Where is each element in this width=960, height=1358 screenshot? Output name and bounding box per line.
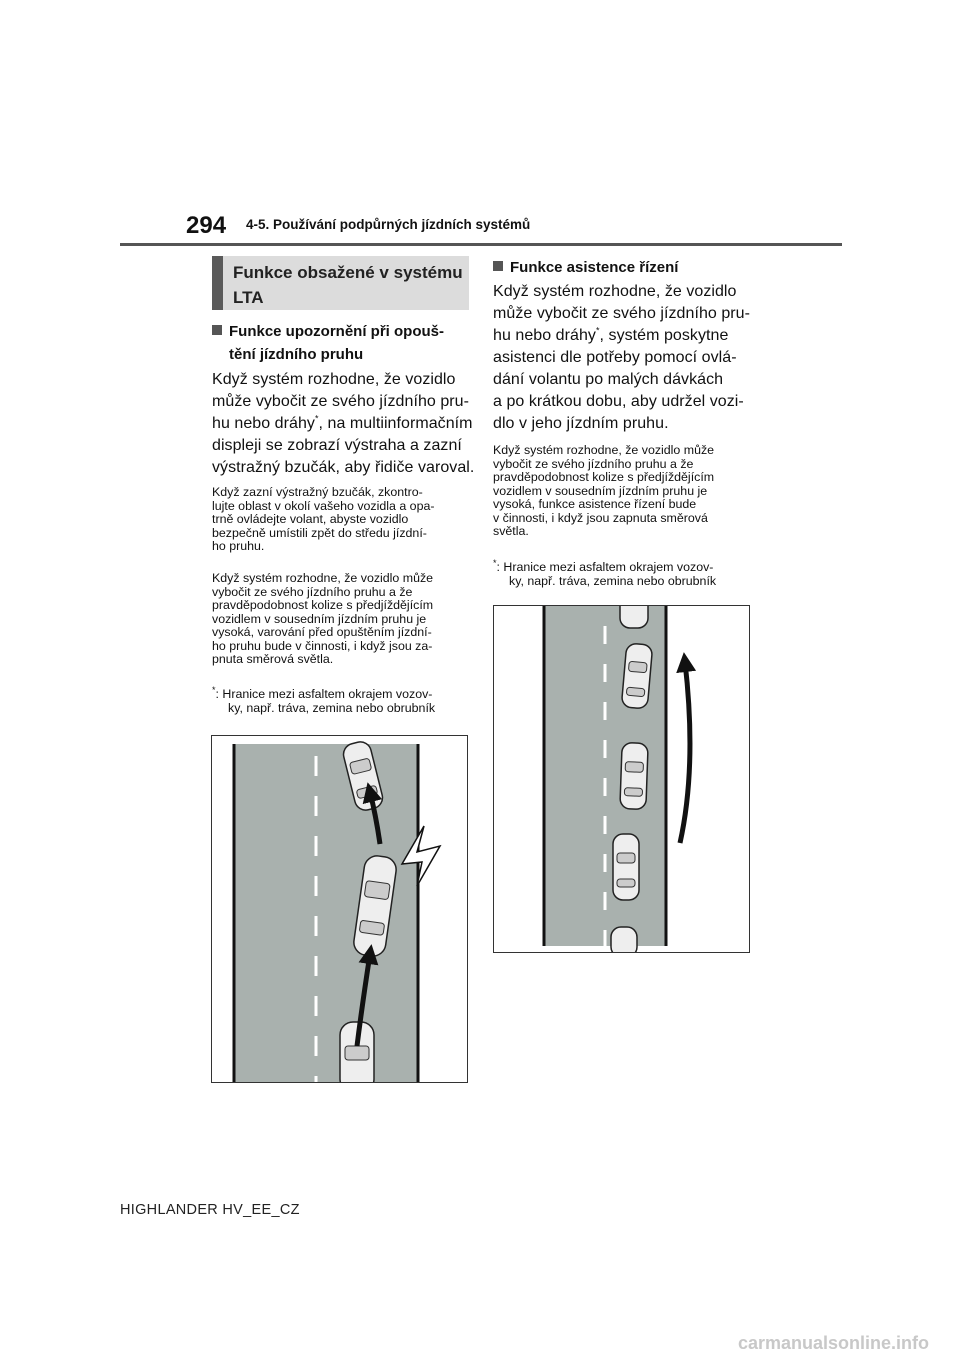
left-subheading <box>212 320 444 366</box>
left-note-line1: : Hranice mezi asfaltem okrajem vozov- <box>215 687 433 701</box>
right-note-line2: ky, např. tráva, zemina nebo obrubník <box>509 573 717 588</box>
asterisk-marker: * <box>212 684 216 695</box>
section-heading <box>212 256 469 310</box>
left-para2-line: bezpečně umístili zpět do středu jízdní- <box>212 525 427 540</box>
right-note-line1: : Hranice mezi asfaltem okrajem vozov- <box>496 560 714 574</box>
right-body-line: dání volantu po malých dávkách <box>493 371 724 388</box>
lane-departure-illustration <box>212 736 467 1082</box>
left-para3-line: vysoká, varování před opuštěním jízdní- <box>212 625 432 639</box>
steering-assist-figure <box>493 605 750 953</box>
watermark: carmanualsonline.info <box>738 1333 930 1353</box>
right-body-line: Když systém rozhodne, že vozidlo <box>493 283 737 300</box>
footer-model: HIGHLANDER HV_EE_CZ <box>120 1202 300 1218</box>
left-note-line2: ky, např. tráva, zemina nebo obrubník <box>228 700 436 715</box>
right-body-line <box>493 325 750 347</box>
right-footnote <box>493 557 717 588</box>
right-body-fragment: hu nebo dráhy <box>493 327 596 344</box>
right-body-line: dlo v jeho jízdním pruhu. <box>493 415 669 432</box>
square-bullet-icon <box>212 325 222 335</box>
left-body-line: výstražný bzučák, aby řidiče varoval. <box>212 459 475 476</box>
left-para2-line: Když zazní výstražný bzučák, zkontro- <box>212 485 423 499</box>
right-para2-line: Když systém rozhodne, že vozidlo může <box>493 443 715 457</box>
right-paragraph-2 <box>493 444 714 539</box>
page-number: 294 <box>186 212 227 239</box>
car-icon <box>613 834 639 900</box>
left-para3-line: vybočit ze svého jízdního pruhu a že <box>212 584 413 599</box>
right-para2-line: vybočit ze svého jízdního pruhu a že <box>493 456 694 471</box>
left-footnote <box>212 684 436 715</box>
left-para3-line: pnuta směrová světla. <box>212 652 334 666</box>
left-paragraph-3 <box>212 572 433 667</box>
left-body-line: displeji se zobrazí výstraha a zazní <box>212 437 462 454</box>
left-para2-line: ho pruhu. <box>212 539 265 553</box>
asterisk-marker: * <box>493 557 497 568</box>
left-para3-line: Když systém rozhodne, že vozidlo může <box>212 571 434 585</box>
asterisk-marker: * <box>314 413 319 424</box>
square-bullet-icon <box>493 261 503 271</box>
asterisk-marker: * <box>595 325 600 336</box>
steering-assist-illustration <box>494 606 749 952</box>
section-heading-line2: LTA <box>233 288 264 307</box>
header-rule <box>120 243 842 246</box>
car-icon <box>621 643 652 709</box>
left-body-line: Když systém rozhodne, že vozidlo <box>212 371 456 388</box>
right-para2-line: vysoká, funkce asistence řízení bude <box>493 497 697 511</box>
left-body-fragment: hu nebo dráhy <box>212 415 315 432</box>
left-paragraph-2 <box>212 486 434 554</box>
right-subheading-text: Funkce asistence řízení <box>510 259 679 276</box>
left-subheading-line1: Funkce upozornění při opouš- <box>229 323 444 340</box>
left-para3-line: pravděpodobnost kolize s předjíždějícím <box>212 598 434 612</box>
left-para2-line: lujte oblast v okolí vašeho vozidla a opa- <box>212 498 435 513</box>
left-body-text <box>212 369 474 479</box>
left-para3-line: ho pruhu bude v činnosti, i když jsou za- <box>212 638 433 653</box>
right-para2-line: vozidlem v sousedním jízdním pruhu je <box>493 483 708 498</box>
right-body-line: může vybočit ze svého jízdního pru- <box>493 305 750 322</box>
left-body-line <box>212 413 474 435</box>
car-icon <box>620 743 648 810</box>
right-body-line: a po krátkou dobu, aby udržel vozi- <box>493 393 744 410</box>
right-para2-line: světla. <box>493 524 529 538</box>
left-para3-line: vozidlem v sousedním jízdním pruhu je <box>212 611 427 626</box>
left-body-line: může vybočit ze svého jízdního pru- <box>212 393 469 410</box>
right-subheading <box>493 256 678 279</box>
lane-departure-figure <box>211 735 468 1083</box>
chapter-title: 4-5. Používání podpůrných jízdních systémů <box>246 217 531 232</box>
left-subheading-line2: tění jízdního pruhu <box>229 346 364 363</box>
left-para2-line: trně ovládejte volant, abyste vozidlo <box>212 512 409 526</box>
right-para2-line: pravděpodobnost kolize s předjíždějícím <box>493 470 715 484</box>
section-heading-line1: Funkce obsažené v systému <box>233 263 463 282</box>
car-icon <box>611 927 637 952</box>
right-body-fragment: , systém poskytne <box>599 327 729 344</box>
left-body-fragment: , na multiinformačním <box>318 415 473 432</box>
car-icon <box>620 606 648 628</box>
right-body-text <box>493 281 750 435</box>
arrow-icon <box>680 662 690 843</box>
right-para2-line: v činnosti, i když jsou zapnuta směrová <box>493 510 708 525</box>
right-body-line: asistenci dle potřeby pomocí ovlá- <box>493 349 737 366</box>
